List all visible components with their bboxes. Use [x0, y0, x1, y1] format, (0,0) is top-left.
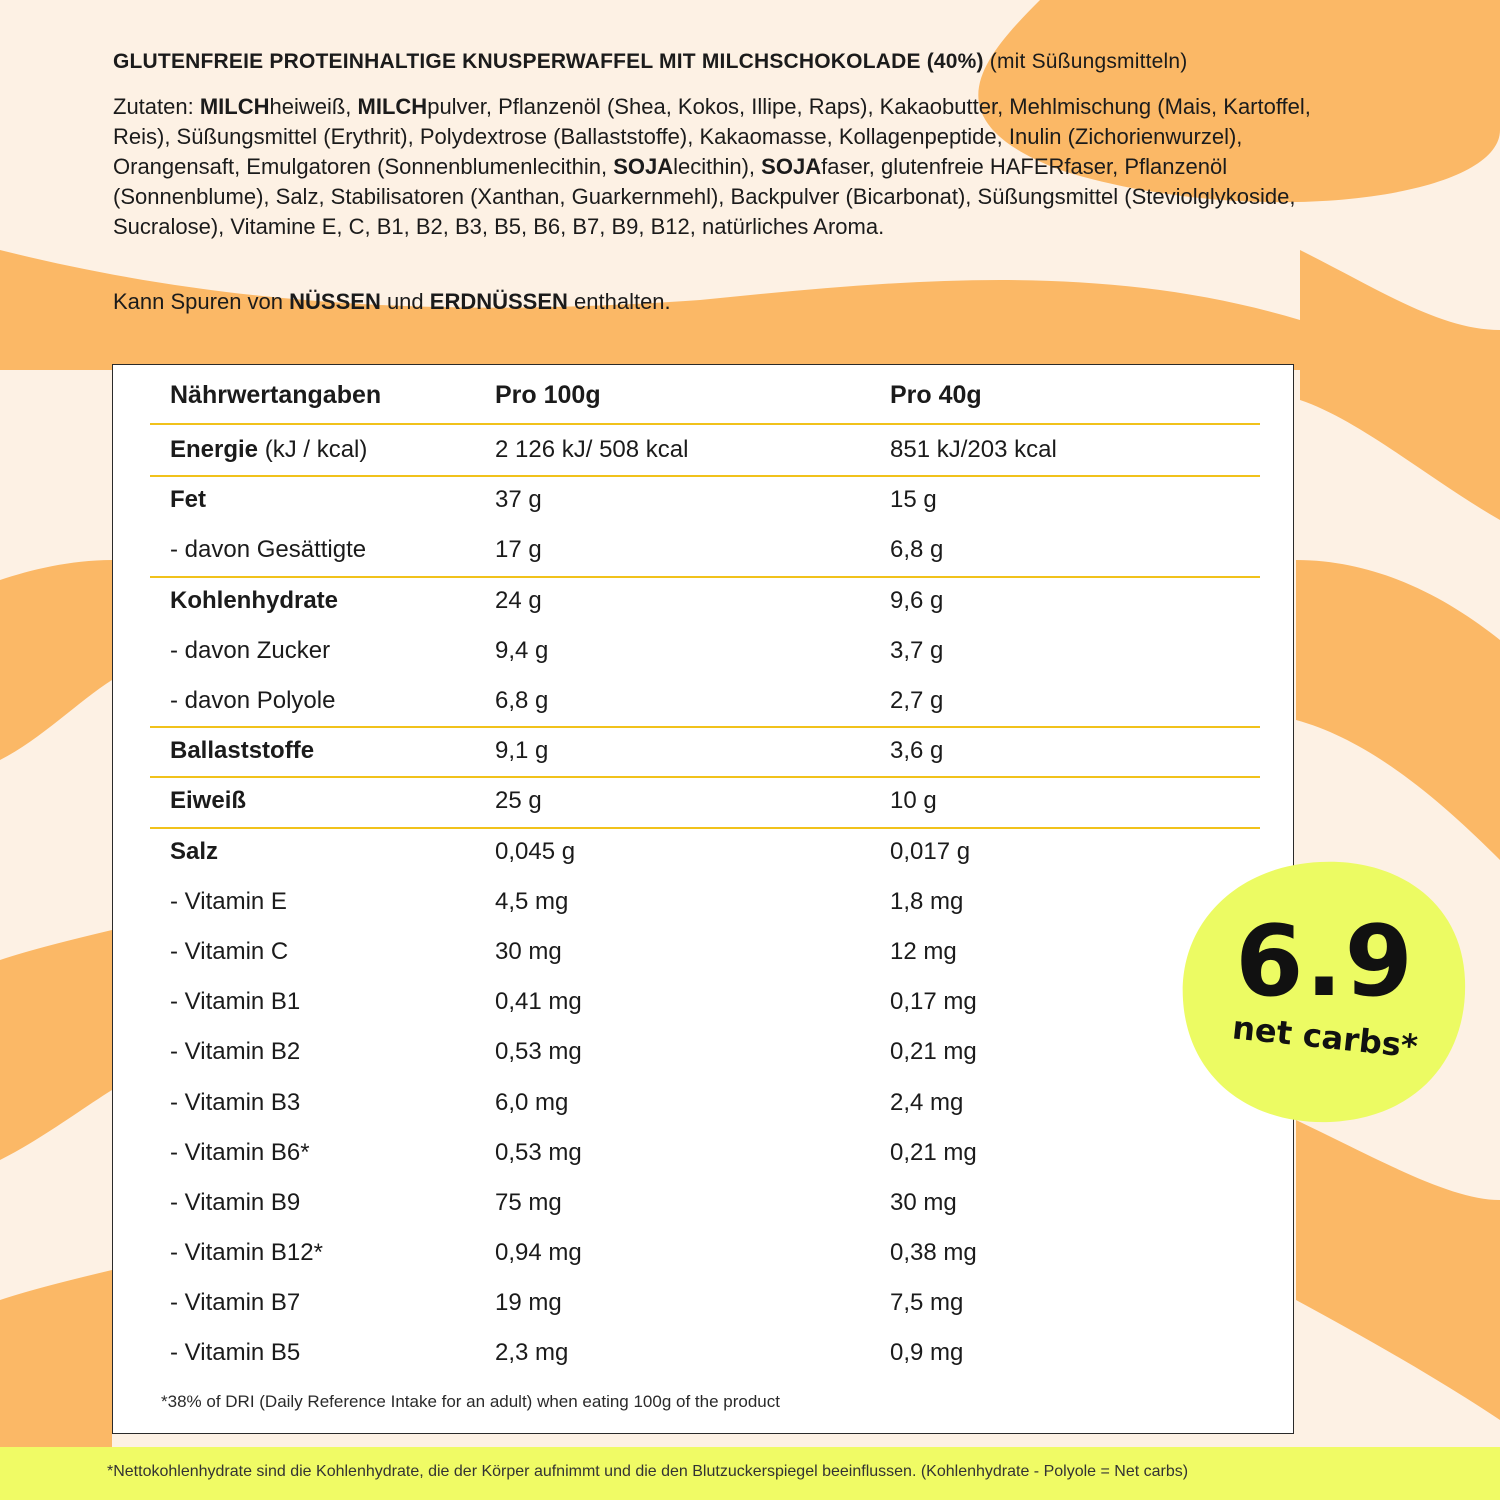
value-per-40g: 0,38 mg: [890, 1239, 977, 1267]
value-per-100g: 30 mg: [495, 937, 562, 965]
product-title-suffix: (mit Süßungsmitteln): [983, 50, 1188, 73]
allergen-highlight: ERDNÜSSEN: [429, 289, 568, 314]
table-row: [150, 425, 1260, 475]
nutrient-label: Kohlenhydrate: [170, 586, 339, 614]
nutrient-label: [150, 436, 495, 464]
table-row: [150, 1027, 1260, 1077]
allergen-text: Kann Spuren von: [113, 289, 290, 314]
value-per-100g: 0,045 g: [495, 837, 576, 865]
table-row: [150, 1077, 1260, 1127]
value-per-40g: 0,9 mg: [890, 1339, 964, 1367]
value-per-100g: 4,5 mg: [495, 887, 569, 915]
ingredients-part: pulver, Pflanzenöl (Shea, Kokos, Illipe, Raps), Kakaobutter, Mehlmischung (Mais, Kartoffel, Reis), Süßungsmittel (Erythrit), Polydextrose (Ballaststoffe), Kakaomasse, Kollagenpeptide, Inulin (Zichorienwurzel), Orangensaft, Emulgatoren (Sonnenblumenlecithin,: [113, 94, 1311, 179]
value-per-40g: 0,21 mg: [890, 1038, 977, 1066]
nutrient-label: - davon Zucker: [170, 636, 331, 664]
value-per-100g: 19 mg: [495, 1289, 562, 1317]
value-per-100g: 0,53 mg: [495, 1038, 582, 1066]
value-per-40g: 6,8 g: [890, 536, 944, 564]
value-per-40g: 15 g: [890, 486, 937, 514]
table-row: [150, 877, 1260, 927]
value-per-40g: 9,6 g: [890, 586, 944, 614]
value-per-100g: 9,4 g: [495, 636, 549, 664]
ingredients-text: [113, 92, 1373, 242]
nutrient-label: - davon Polyole: [170, 687, 336, 715]
table-row: [150, 525, 1260, 575]
nutrient-label: - Vitamin B1: [170, 988, 301, 1016]
value-per-100g: 0,41 mg: [495, 988, 582, 1016]
header-nutrient: Nährwertangaben: [170, 380, 382, 409]
value-per-100g: 75 mg: [495, 1188, 562, 1216]
nutrient-label: - davon Gesättigte: [170, 536, 367, 564]
value-per-40g: 3,7 g: [890, 636, 944, 664]
nutrient-label: - Vitamin E: [170, 887, 287, 915]
nutrient-label: - Vitamin C: [170, 937, 289, 965]
table-row: [150, 475, 1260, 525]
value-per-100g: 2,3 mg: [495, 1339, 569, 1367]
value-per-40g: 2,4 mg: [890, 1088, 964, 1116]
table-row: [150, 1278, 1260, 1328]
value-per-100g: 6,8 g: [495, 687, 549, 715]
product-title: [113, 47, 1393, 77]
nutrition-table: [150, 365, 1260, 1379]
table-row: [150, 576, 1260, 626]
ingredients-label: Zutaten:: [113, 94, 200, 119]
net-carbs-badge: [1180, 860, 1470, 1125]
header-per-40g: Pro 40g: [890, 380, 982, 409]
net-carbs-label: net carbs*: [1230, 1008, 1420, 1066]
nutrient-label: - Vitamin B2: [170, 1038, 301, 1066]
allergen-warning: [113, 287, 1373, 317]
value-per-40g: 0,017 g: [890, 837, 971, 865]
dri-footnote: *38% of DRI (Daily Reference Intake for an adult) when eating 100g of the product: [161, 1392, 780, 1411]
table-row: [150, 776, 1260, 826]
value-per-40g: 7,5 mg: [890, 1289, 964, 1317]
allergen-text: und: [380, 289, 430, 314]
nutrient-label: Eiweiß: [170, 787, 247, 815]
nutrition-header-row: [150, 365, 1260, 425]
allergen-highlight: MILCH: [357, 94, 428, 119]
ingredients-part: faser, glutenfreie HAFERfaser, Pflanzenöl (Sonnenblume), Salz, Stabilisatoren (Xanthan, Guarkernmehl), Backpulver (Bicarbonat), Süßungsmittel (Steviolglykoside, Sucralose), Vitamine E, C, B1, B2, B3, B5, B6, B7, B9, B12, natürliches Aroma.: [113, 154, 1296, 239]
table-row: [150, 827, 1260, 877]
ingredients-part: lecithin),: [673, 154, 762, 179]
table-row: [150, 1178, 1260, 1228]
allergen-highlight: SOJA: [761, 154, 822, 179]
nutrient-label: - Vitamin B9: [170, 1188, 301, 1216]
allergen-highlight: SOJA: [613, 154, 674, 179]
value-per-100g: 24 g: [495, 586, 542, 614]
value-per-100g: 17 g: [495, 536, 542, 564]
value-per-100g: 6,0 mg: [495, 1088, 569, 1116]
value-per-40g: 0,17 mg: [890, 988, 977, 1016]
table-row: [150, 1328, 1260, 1378]
table-row: [150, 1228, 1260, 1278]
value-per-40g: 0,21 mg: [890, 1138, 977, 1166]
table-row: [150, 977, 1260, 1027]
table-row: [150, 676, 1260, 726]
nutrient-label: - Vitamin B12*: [170, 1239, 323, 1267]
nutrient-label: - Vitamin B6*: [170, 1138, 310, 1166]
table-row: [150, 1128, 1260, 1178]
value-per-100g: 37 g: [495, 486, 542, 514]
allergen-highlight: NÜSSEN: [289, 289, 381, 314]
nutrient-label: - Vitamin B7: [170, 1289, 301, 1317]
table-row: [150, 927, 1260, 977]
value-per-100g: 0,53 mg: [495, 1138, 582, 1166]
allergen-text: enthalten.: [567, 289, 671, 314]
table-row: [150, 726, 1260, 776]
nutrient-label: Salz: [170, 837, 219, 865]
net-carbs-definition: *Nettokohlenhydrate sind die Kohlenhydrate, die der Körper aufnimmt und die den Blutzuckerspiegel beeinflussen. (Kohlenhydrate - Polyole = Net carbs): [107, 1463, 1189, 1480]
value-per-100g: 2 126 kJ/ 508 kcal: [495, 436, 689, 464]
value-per-40g: 851 kJ/203 kcal: [890, 436, 1057, 464]
nutrient-name: Energie: [170, 436, 259, 464]
allergen-highlight: MILCH: [199, 94, 270, 119]
value-per-40g: 10 g: [890, 787, 937, 815]
header-per-100g: Pro 100g: [495, 380, 601, 409]
product-title-bold: GLUTENFREIE PROTEINHALTIGE KNUSPERWAFFEL MIT MILCHSCHOKOLADE (40%): [113, 50, 984, 73]
value-per-40g: 12 mg: [890, 937, 957, 965]
value-per-40g: 30 mg: [890, 1188, 957, 1216]
nutrient-label: Fet: [170, 486, 206, 514]
value-per-100g: 25 g: [495, 787, 542, 815]
nutrition-panel: [112, 364, 1294, 1434]
value-per-40g: 3,6 g: [890, 737, 944, 765]
nutrient-label: - Vitamin B5: [170, 1339, 301, 1367]
table-row: [150, 626, 1260, 676]
nutrient-label: Ballaststoffe: [170, 737, 315, 765]
value-per-100g: 0,94 mg: [495, 1239, 582, 1267]
nutrient-label: - Vitamin B3: [170, 1088, 301, 1116]
value-per-40g: 2,7 g: [890, 687, 944, 715]
nutrient-unit: (kJ / kcal): [258, 436, 368, 464]
net-carbs-number: 6.9: [1235, 905, 1415, 1019]
value-per-100g: 9,1 g: [495, 737, 549, 765]
bottom-note-bar: [0, 1447, 1500, 1500]
ingredients-part: heiweiß,: [269, 94, 358, 119]
value-per-40g: 1,8 mg: [890, 887, 964, 915]
